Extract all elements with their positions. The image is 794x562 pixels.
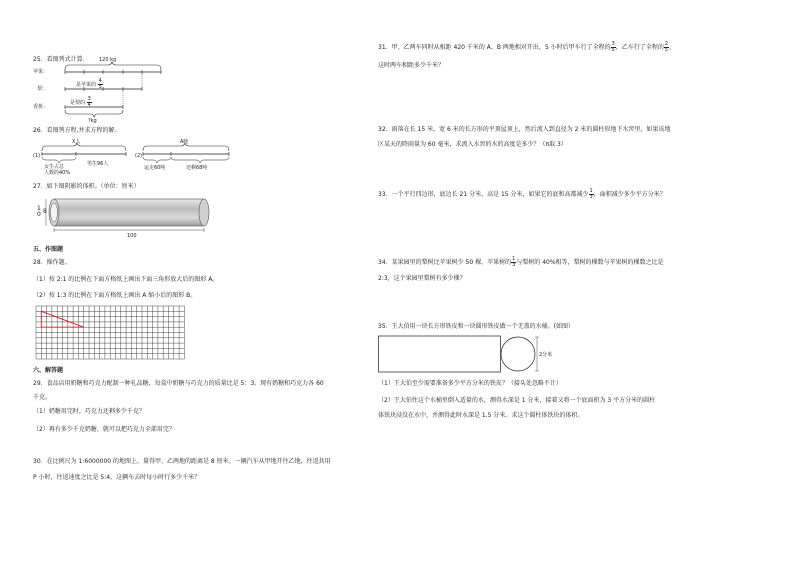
q31-fraction-1: $\frac{3}{5}$ (611, 41, 615, 53)
q26-diagram-2-lines (141, 145, 241, 165)
question-31-line-1: 31．甲、乙两车同时从相距 420 千米的 A、B 两地相对开出，5 小时后甲车行了全程的 $\frac{3}{5}$ ，乙车行了全程的 $\frac{2}{5}$ ， (378, 41, 676, 53)
question-28-title: 28．操作题。 (33, 259, 71, 266)
q26-diagram-1-top-label: X人 (72, 139, 81, 145)
q25-pear-label: 梨： (37, 86, 48, 92)
question-28-part-1: （1）按 2:1 的比例在下面方格纸上画出下面三角形放大后的图形 A。 (33, 276, 219, 283)
q25-diagram-lines (33, 62, 153, 122)
question-30-line-2: P 小时，往返速度之比是 5:4。这辆车去时每小时行多少千米？ (33, 474, 201, 481)
q25-unknown-label: ?kg (88, 118, 97, 124)
q25-banana-fraction: $\frac{3}{4}$ (87, 96, 91, 108)
q25-apple-label: 苹果： (33, 69, 49, 75)
question-35-part-1: （1）王大伯至少需要准备多少平方分米的铁皮？（接头处忽略不计） (378, 380, 562, 387)
q34-fraction: $\frac{1}{3}$ (512, 256, 516, 268)
q26-diagram-2-index: (2) (135, 153, 143, 159)
q25-total-label: 120 kg (99, 57, 117, 63)
question-35-title: 35．王大伯用一块长方形铁皮和一块圆形铁皮做一个无盖的水桶。(如图） (378, 323, 574, 330)
q27-length-label: 100 (127, 233, 137, 239)
q25-banana-label: 香蕉： (33, 104, 49, 110)
q25-pear-note: 是苹果的 $\frac{4}{5}$ (76, 78, 102, 90)
question-32-line-1: 32．雨落在长 15 米，宽 6 米的长方形的平顶屋顶上，然后流入到直径为 2 米的圆柱形地下水窖里，如果该地 (378, 126, 671, 133)
q26-diagram-2-right-note: 还剩68吨 (186, 165, 208, 171)
q33-fraction: $\frac{1}{3}$ (589, 188, 593, 200)
q35-diameter-label: 2分米 (539, 352, 553, 358)
q25-pear-fraction: $\frac{4}{5}$ (98, 78, 102, 90)
question-34-line-1: 34．某果园里的梨树比苹果树少 50 棵，苹果树的 $\frac{1}{3}$ 与梨树的 40%相等，梨树的棵数与苹果树的棵数之比是 (378, 256, 664, 268)
question-25-title: 25．看图列式计算． (33, 56, 89, 63)
question-28-part-2: （2）按 1:3 的比例在下面方格纸上画出 A 缩小后的图形 B。 (33, 292, 197, 299)
question-29-part-2: （2）再有多少千克奶糖，就可以把巧克力全部用完？ (33, 426, 175, 433)
q35-bucket-materials-figure (378, 335, 558, 375)
q26-diagram-1-right-note: 男生96人 (87, 161, 109, 167)
q26-diagram-1-index: (1) (33, 153, 41, 159)
q26-diagram-2-left-note: 运走60吨 (144, 165, 166, 171)
question-27-title: 27．如下图阴影的体积。（单位：厘米） (33, 183, 140, 190)
q25-banana-note: 是梨的 $\frac{3}{4}$ (70, 96, 91, 108)
question-35-part-2-line-2: 体铁块浸没在水中，并测得此时水深是 1.5 分米。求这个圆柱体铁块的体积。 (378, 412, 584, 419)
section-6-heading: 六、解答题 (33, 367, 64, 374)
question-33: 33．一个平行四边形，底边长 21 分米，高是 15 分米，如果它的底和高都减少 $\frac{1}{3}$ ，面积减少多少平方分米？ (378, 188, 666, 200)
question-35-part-2-line-1: （2）王大伯往这个水桶里倒入适量的水，测得水深是 1 分米，接着又将一个底面积为 3 平方分米的圆柱 (378, 397, 656, 404)
question-26-title: 26．看图列方程,并求方程的解。 (33, 127, 121, 134)
q31-fraction-2: $\frac{2}{5}$ (664, 41, 669, 53)
q27-outer-diameter-digit-2: 0 (37, 211, 41, 218)
q27-inner-diameter: 8 (43, 208, 47, 215)
question-30-line-1: 30．在比例尺为 1:6000000 的地图上，量得甲、乙两地的距离是 8 厘米。一辆汽车从甲地开往乙地，往返共用 (33, 458, 331, 465)
q26-diagram-1-left-note: 女生占总 人数的40% (44, 164, 71, 176)
q27-cylinder (36, 196, 216, 236)
q26-diagram-1-lines (40, 145, 130, 165)
question-29-line-1: 29．食品店用奶糖和巧克力配制一种礼品糖，每盒中奶糖与巧克力的质量比是 5：3。现有奶糖和巧克力各 60 (33, 380, 324, 387)
q28-grid-paper[interactable] (36, 306, 188, 360)
question-32-line-2: 区某天的降雨量为 60 毫米，求流入水窖的水的高度是多少？（π取 3） (378, 141, 567, 148)
question-29-line-2: 千克。 (33, 394, 52, 401)
question-34-line-2: 2:3，这个果园里梨树有多少棵？ (378, 275, 466, 282)
q27-outer-diameter-digit-1: 1 (37, 205, 41, 212)
q26-diagram-2-top-label: A吨 (180, 139, 189, 145)
question-31-line-2: 这时两车相距多少千米？ (378, 62, 445, 69)
question-29-part-1: （1）奶糖用完时，巧克力还剩多少千克？ (33, 408, 145, 415)
section-5-heading: 五、作图题 (33, 246, 64, 253)
